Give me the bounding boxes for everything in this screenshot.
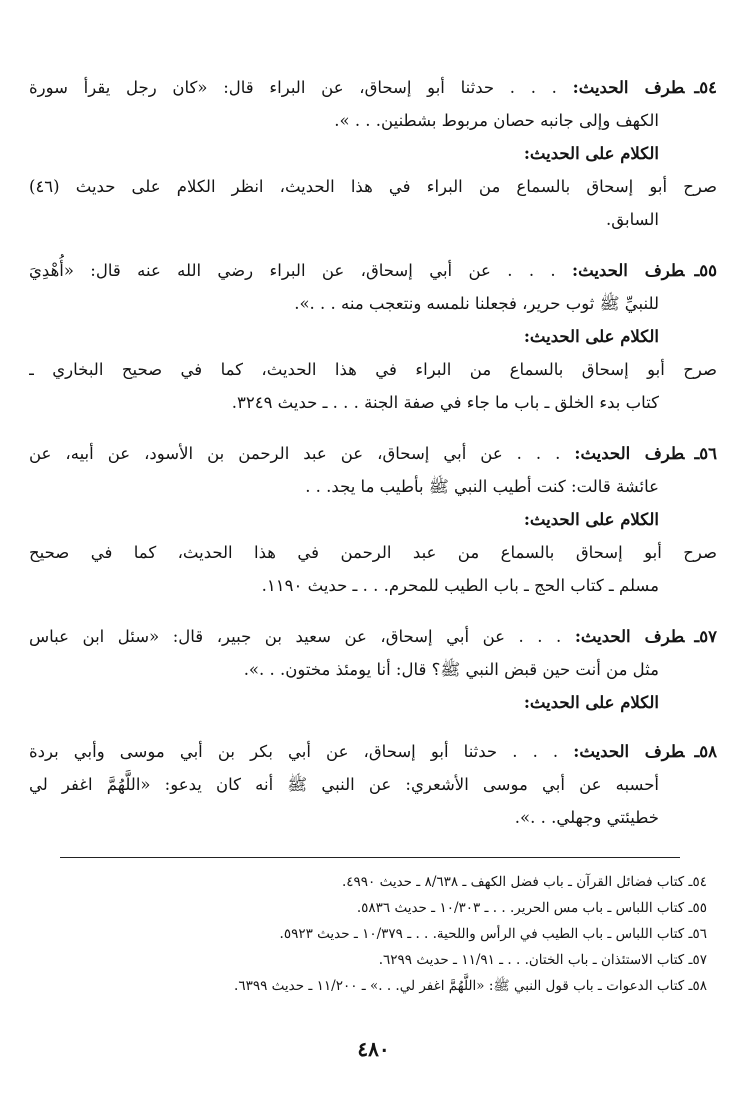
entry-text: . . . عن أبي إسحاق، عن عبد الرحمن بن الأسود، عن أبيه، عن — [29, 444, 561, 463]
hadith-entry-57 — [29, 620, 717, 719]
page-number: ٤٨٠ — [357, 1037, 390, 1061]
entry-label: طرف الحديث: — [572, 261, 685, 280]
footnote-item: ٥٨ـ كتاب الدعوات ـ باب قول النبي ﷺ: «اللَّهُمَّ اغفر لي. . .» ـ ١١/٢٠٠ ـ حديث ٦٣٩٩. — [234, 978, 707, 994]
entry-line: الكهف وإلى جانبه حصان مربوط بشطنين. . . ». — [334, 111, 659, 130]
entry-line — [29, 254, 717, 287]
entry-label: طرف الحديث: — [573, 742, 685, 761]
footnote-item: ٥٤ـ كتاب فضائل القرآن ـ باب فضل الكهف ـ ٨/٦٣٨ ـ حديث ٤٩٩٠. — [341, 874, 707, 890]
entry-line — [29, 735, 717, 768]
entry-number: ٥٦ـ — [694, 444, 717, 463]
entry-line: للنبيِّ ﷺ ثوب حرير، فجعلنا نلمسه ونتعجب منه . . .». — [294, 294, 659, 313]
footnote-item: ٥٥ـ كتاب اللباس ـ باب مس الحرير. . . ـ ١٠/٣٠٣ ـ حديث ٥٨٣٦. — [356, 900, 707, 916]
entry-line: مثل من أنت حين قبض النبي ﷺ؟ قال: أنا يومئذ مختون. . .». — [243, 660, 659, 679]
body-line: السابق. — [606, 210, 659, 229]
entry-line — [29, 620, 717, 653]
entry-line — [29, 71, 717, 104]
entry-text: . . . حدثنا أبو إسحاق، عن البراء قال: «كان رجل يقرأ سورة — [29, 78, 557, 97]
entry-label: طرف الحديث: — [572, 78, 685, 97]
body-line: صرح أبو إسحاق بالسماع من عبد الرحمن في هذا الحديث، كما في صحيح — [29, 543, 717, 562]
hadith-entry-58 — [29, 735, 717, 834]
entry-line: خطيئتي وجهلي. . .». — [514, 808, 659, 827]
section-heading: الكلام على الحديث: — [523, 327, 659, 346]
entry-line: عائشة قالت: كنت أطيب النبي ﷺ بأطيب ما يجد. . . — [305, 477, 659, 496]
hadith-entry-54 — [29, 71, 717, 236]
entry-text: . . . عن أبي إسحاق، عن سعيد بن جبير، قال: «سئل ابن عباس — [29, 627, 562, 646]
entry-label: طرف الحديث: — [574, 627, 685, 646]
hadith-entry-55 — [29, 254, 717, 419]
entry-number: ٥٤ـ — [694, 78, 717, 97]
entry-number: ٥٥ـ — [694, 261, 717, 280]
body-line: مسلم ـ كتاب الحج ـ باب الطيب للمحرم. . . ـ حديث ١١٩٠. — [261, 576, 659, 595]
entry-number: ٥٧ـ — [694, 627, 717, 646]
footnote-divider — [60, 857, 680, 858]
entry-line: أحسبه عن أبي موسى الأشعري: عن النبي ﷺ أنه كان يدعو: «اللَّهُمَّ اغفر لي — [29, 775, 659, 794]
entry-text: . . . عن أبي إسحاق، عن البراء رضي الله عنه قال: «أُهْدِيَ — [29, 261, 556, 280]
footnotes — [57, 869, 707, 999]
entry-number: ٥٨ـ — [694, 742, 717, 761]
section-heading: الكلام على الحديث: — [523, 693, 659, 712]
footnote-item: ٥٦ـ كتاب اللباس ـ باب الطيب في الرأس واللحية. . . ـ ١٠/٣٧٩ ـ حديث ٥٩٢٣. — [279, 926, 707, 942]
body-line: صرح أبو إسحاق بالسماع من البراء في هذا الحديث، كما في صحيح البخاري ـ — [29, 360, 717, 379]
entry-text: . . . حدثنا أبو إسحاق، عن أبي بكر بن أبي موسى وأبي بردة — [29, 742, 559, 761]
entry-label: طرف الحديث: — [574, 444, 685, 463]
body-line: كتاب بدء الخلق ـ باب ما جاء في صفة الجنة . . . ـ حديث ٣٢٤٩. — [231, 393, 659, 412]
footnote-item: ٥٧ـ كتاب الاستئذان ـ باب الختان. . . ـ ١١/٩١ ـ حديث ٦٢٩٩. — [378, 952, 707, 968]
hadith-entry-56 — [29, 437, 717, 602]
section-heading: الكلام على الحديث: — [523, 144, 659, 163]
body-line: صرح أبو إسحاق بالسماع من البراء في هذا الحديث، انظر الكلام على حديث (٤٦) — [29, 177, 717, 196]
entry-line — [29, 437, 717, 470]
section-heading: الكلام على الحديث: — [523, 510, 659, 529]
